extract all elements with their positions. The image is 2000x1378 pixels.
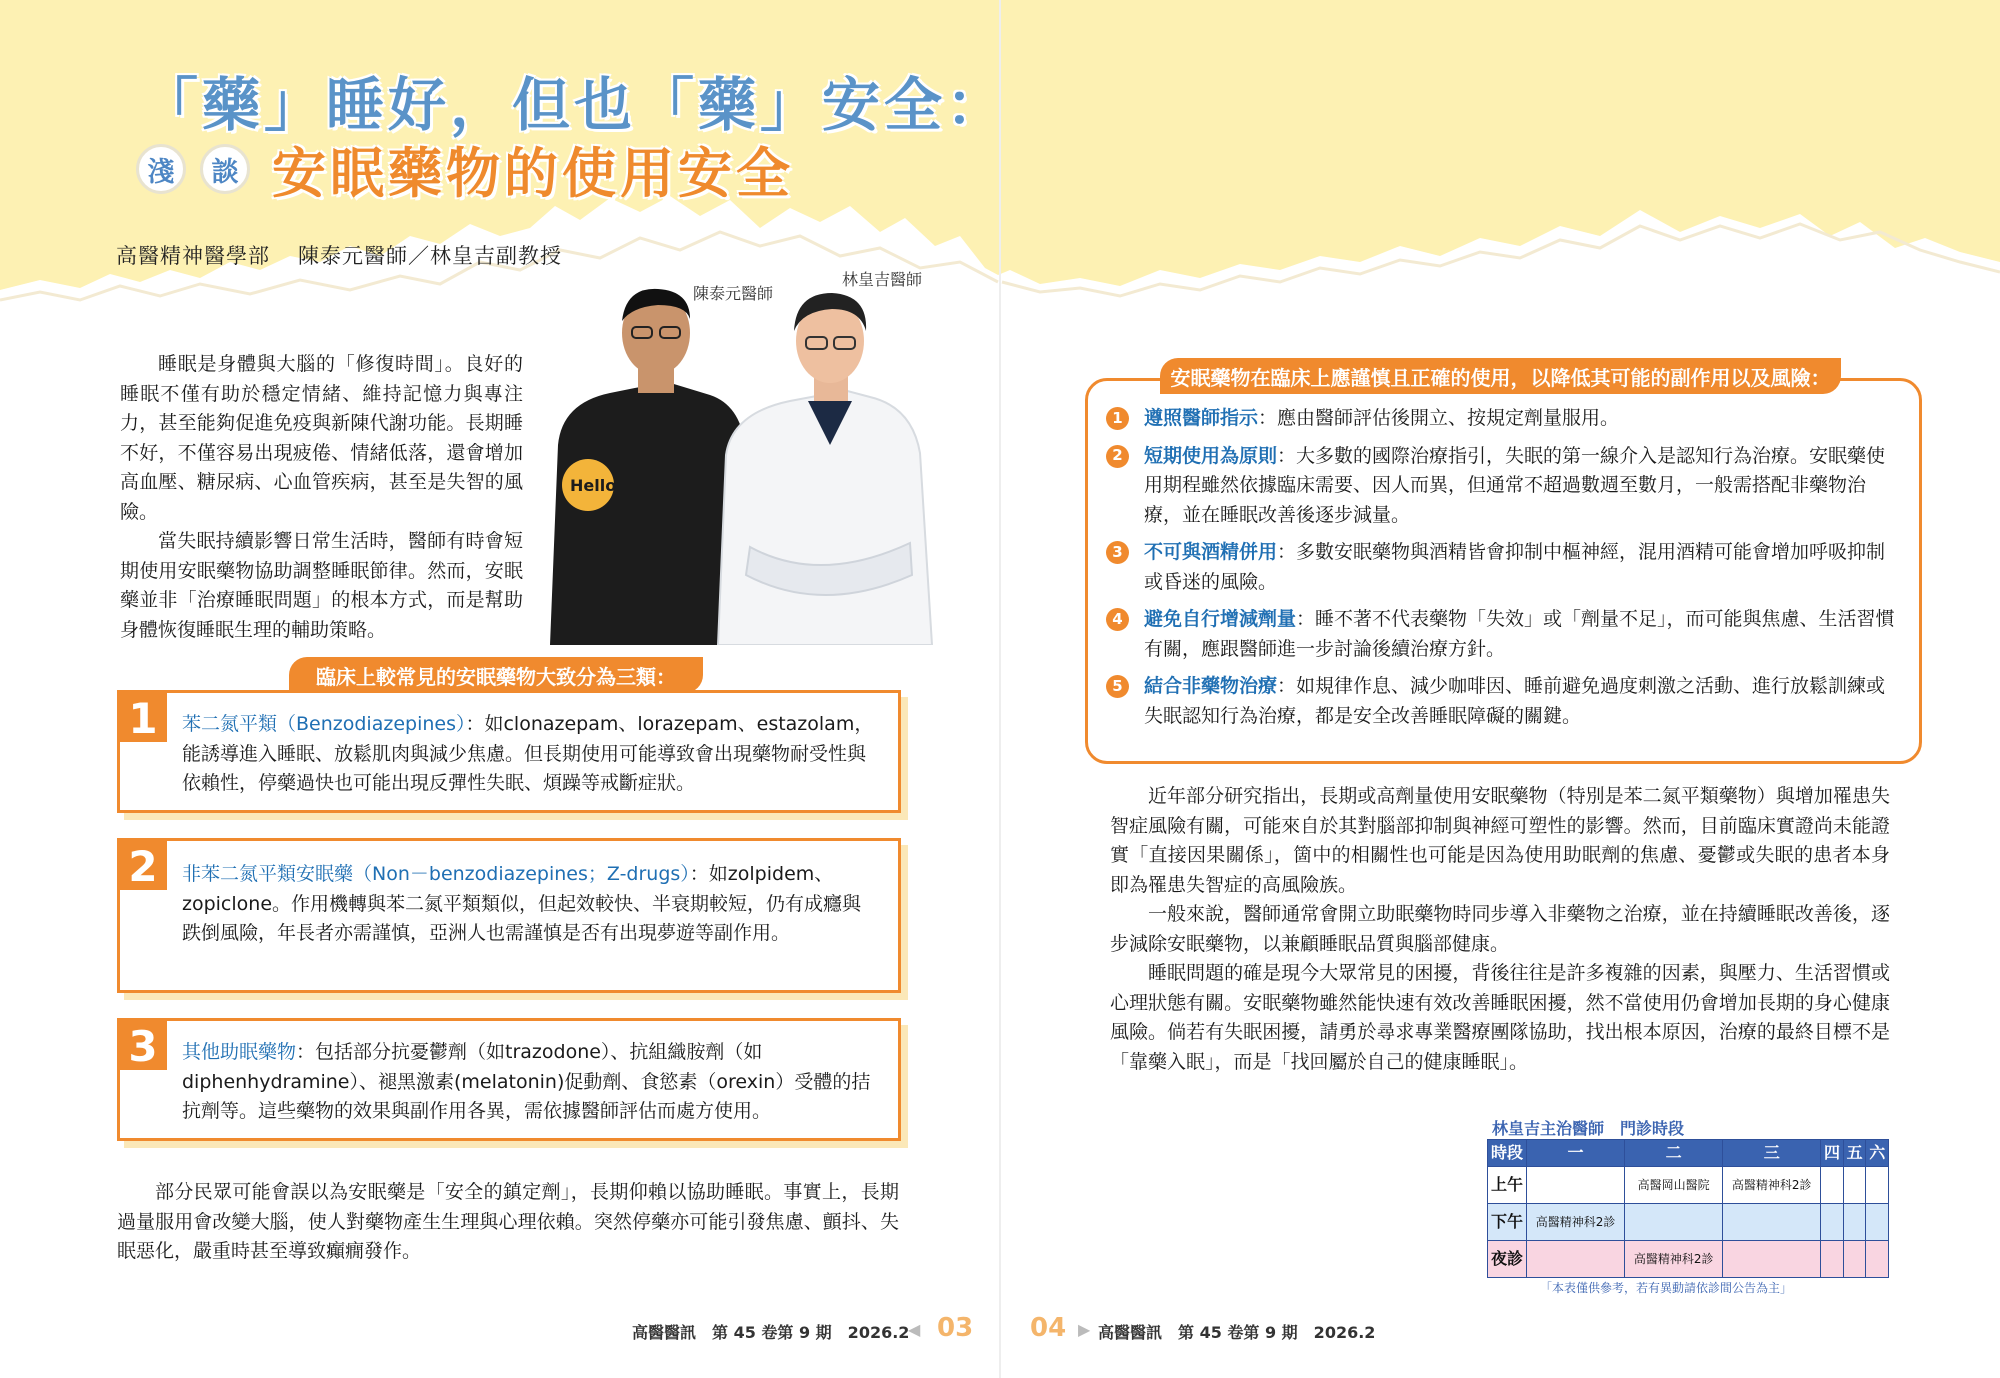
schedule-cell: 高醫精神科2診 <box>1625 1241 1723 1278</box>
schedule-cell <box>1723 1241 1821 1278</box>
photo-caption-left: 陳泰元醫師 <box>693 284 774 303</box>
doctors-photo <box>540 285 940 645</box>
byline <box>116 240 562 270</box>
safety-item-5 <box>1100 672 1900 731</box>
right-paragraph-1: 近年部分研究指出，長期或高劑量使用安眠藥物（特別是苯二氮平類藥物）與增加罹患失智症風險有關，可能來自於其對腦部抑制與神經可塑性的影響。然而，目前臨床實證尚未能證實「直接因果關係」，箇中的相關性也可能是因為使用助眠劑的焦慮、憂鬱或失眠的患者本身即為罹患失智症的高風險族。 <box>1110 785 1890 896</box>
schedule-cell: 高醫精神科2診 <box>1723 1167 1821 1204</box>
schedule-row-night <box>1488 1241 1889 1278</box>
category-keyword-2: 非苯二氮平類安眠藥（Non－benzodiazepines；Z-drugs） <box>182 863 690 885</box>
schedule-cell <box>1866 1241 1889 1278</box>
schedule-cell: 高醫精神科2診 <box>1527 1204 1625 1241</box>
safety-item-4 <box>1100 605 1900 664</box>
schedule-cell <box>1527 1167 1625 1204</box>
category-desc-1: ：如clonazepam、lorazepam、estazolam，能誘導進入睡眠、放鬆肌肉與減少焦慮。但長期使用可能導致會出現藥物耐受性與依賴性，停藥過快也可能出現反彈性失眠、煩躁等戒斷症狀。 <box>182 713 874 794</box>
safety-keyword-4: 避免自行增減劑量 <box>1144 608 1297 630</box>
safety-desc-1: ：應由醫師評估後開立、按規定劑量服用。 <box>1258 407 1620 429</box>
safety-number-1: 1 <box>1106 407 1129 430</box>
safety-desc-2: ：大多數的國際治療指引，失眠的第一線介入是認知行為治療。安眠藥使用期程雖然依據臨床需要、因人而異，但通常不超過數週至數月，一般需搭配非藥物治療，並在睡眠改善後逐步減量。 <box>1144 444 1886 526</box>
category-keyword-3: 其他助眠藥物 <box>182 1041 297 1063</box>
right-paragraph-2: 一般來說，醫師通常會開立助眠藥物時同步導入非藥物之治療，並在持續睡眠改善後，逐步減除安眠藥物，以兼顧睡眠品質與腦部健康。 <box>1110 903 1890 955</box>
schedule-cell <box>1866 1167 1889 1204</box>
safety-list <box>1100 404 1900 731</box>
title-circle-char-1: 淺 <box>136 144 186 194</box>
schedule-header-row <box>1488 1140 1889 1167</box>
category-number-1: 1 <box>119 692 167 742</box>
safety-item-1 <box>1100 404 1900 434</box>
schedule-title: 林皇吉主治醫師 門診時段 <box>1492 1119 1685 1138</box>
schedule-header-cell: 時段 <box>1488 1140 1527 1167</box>
schedule-header-cell: 一 <box>1527 1140 1625 1167</box>
safety-item-3 <box>1100 538 1900 597</box>
footer-left-info: 高醫醫訊 第 45 卷第 9 期 2026.2 <box>632 1323 910 1342</box>
schedule-cell <box>1625 1204 1723 1241</box>
safety-desc-5: ：如規律作息、減少咖啡因、睡前避免過度刺激之活動、進行放鬆訓練或失眠認知行為治療，都是安全改善睡眠障礙的關鍵。 <box>1144 675 1886 727</box>
category-text-3 <box>182 1038 880 1127</box>
schedule-header-cell: 六 <box>1866 1140 1889 1167</box>
category-desc-3: ：包括部分抗憂鬱劑（如trazodone）、抗組織胺劑（如diphenhydramine）、褪黑激素(melatonin)促動劑、食慾素（orexin）受體的拮抗劑等。這些藥物的效果與副作用各異，需依據醫師評估而處方使用。 <box>182 1041 871 1122</box>
schedule-cell <box>1866 1204 1889 1241</box>
footer-right-info: 高醫醫訊 第 45 卷第 9 期 2026.2 <box>1098 1323 1376 1342</box>
safety-item-2 <box>1100 442 1900 531</box>
right-paragraph-3: 睡眠問題的確是現今大眾常見的困擾，背後往往是許多複雜的因素，與壓力、生活習慣或心理狀態有關。安眠藥物雖然能快速有效改善睡眠困擾，然不當使用仍會增加長期的身心健康風險。倘若有失眠困擾，請勇於尋求專業醫療團隊協助，找出根本原因，治療的最終目標不是「靠藥入眠」，而是「找回屬於自己的健康睡眠」。 <box>1110 962 1890 1073</box>
article-title-line1: 「藥」睡好，但也「藥」安全： <box>140 71 1009 139</box>
safety-number-3: 3 <box>1106 541 1129 564</box>
footer-left-arrow-icon: ◀ <box>908 1320 921 1339</box>
schedule-cell <box>1821 1167 1844 1204</box>
schedule-cell <box>1843 1204 1866 1241</box>
schedule-header-cell: 三 <box>1723 1140 1821 1167</box>
safety-header: 安眠藥物在臨床上應謹慎且正確的使用，以降低其可能的副作用以及風險： <box>1160 358 1841 394</box>
category-text-1 <box>182 710 880 799</box>
safety-keyword-2: 短期使用為原則 <box>1144 444 1278 467</box>
clinic-schedule-table <box>1487 1139 1889 1278</box>
intro-paragraph-1: 睡眠是身體與大腦的「修復時間」。良好的睡眠不僅有助於穩定情緒、維持記憶力與專注力，甚至能夠促進免疫與新陳代謝功能。長期睡不好，不僅容易出現疲倦、情緒低落，還會增加高血壓、糖尿病、心血管疾病，甚至是失智的風險。 <box>120 353 523 523</box>
article-title-line2-row <box>136 134 794 204</box>
schedule-cell <box>1821 1241 1844 1278</box>
safety-desc-3: ：多數安眠藥物與酒精皆會抑制中樞神經，混用酒精可能會增加呼吸抑制或昏迷的風險。 <box>1144 541 1886 593</box>
schedule-header-cell: 二 <box>1625 1140 1723 1167</box>
safety-keyword-5: 結合非藥物治療 <box>1144 675 1278 697</box>
schedule-note: 「本表僅供參考，若有異動請依診間公告為主」 <box>1540 1281 1793 1295</box>
categories-header: 臨床上較常見的安眠藥物大致分為三類： <box>289 657 703 693</box>
footer-right-arrow-icon: ▶ <box>1078 1320 1091 1339</box>
schedule-row-label: 下午 <box>1488 1204 1527 1241</box>
doctor-right-figure <box>718 293 932 645</box>
schedule-cell <box>1527 1241 1625 1278</box>
schedule-row-label: 夜診 <box>1488 1241 1527 1278</box>
category-text-2 <box>182 860 880 949</box>
article-title-line2: 安眠藥物的使用安全 <box>272 141 794 205</box>
safety-keyword-3: 不可與酒精併用 <box>1144 541 1278 563</box>
safety-number-2: 2 <box>1106 445 1129 468</box>
shirt-text: Hello <box>570 476 617 495</box>
schedule-row-label: 上午 <box>1488 1167 1527 1204</box>
schedule-cell: 高醫岡山醫院 <box>1625 1167 1723 1204</box>
safety-number-5: 5 <box>1106 675 1129 698</box>
schedule-header-cell: 五 <box>1843 1140 1866 1167</box>
safety-keyword-1: 遵照醫師指示 <box>1144 407 1259 429</box>
schedule-cell <box>1723 1204 1821 1241</box>
safety-number-4: 4 <box>1106 608 1129 631</box>
right-body-text <box>1110 782 1890 1077</box>
category-desc-2: ：如zolpidem、zopiclone。作用機轉與苯二氮平類類似，但起效較快、半衰期較短，仍有成癮與跌倒風險，年長者亦需謹慎，亞洲人也需謹慎是否有出現夢遊等副作用。 <box>182 863 862 944</box>
safety-desc-4: ：睡不著不代表藥物「失效」或「劑量不足」，而可能與焦慮、生活習慣有關，應跟醫師進一步討論後續治療方針。 <box>1144 608 1895 660</box>
byline-authors: 陳泰元醫師／林皇吉副教授 <box>298 244 562 268</box>
category-keyword-1: 苯二氮平類（Benzodiazepines） <box>182 713 466 735</box>
schedule-cell <box>1843 1167 1866 1204</box>
category-number-2: 2 <box>119 840 167 890</box>
left-conclusion-paragraph: 部分民眾可能會誤以為安眠藥是「安全的鎮定劑」，長期仰賴以協助睡眠。事實上，長期過量服用會改變大腦，使人對藥物產生生理與心理依賴。突然停藥亦可能引發焦慮、顫抖、失眠惡化，嚴重時甚至導致癲癇發作。 <box>117 1181 899 1262</box>
schedule-cell <box>1821 1204 1844 1241</box>
schedule-row-morning <box>1488 1167 1889 1204</box>
photo-caption-right: 林皇吉醫師 <box>842 270 923 289</box>
title-circle-char-2: 談 <box>200 144 250 194</box>
footer-left-page-number: 03 <box>937 1313 974 1343</box>
schedule-header-cell: 四 <box>1821 1140 1844 1167</box>
schedule-cell <box>1843 1241 1866 1278</box>
left-conclusion <box>117 1178 899 1267</box>
category-number-3: 3 <box>119 1020 167 1070</box>
byline-department: 高醫精神醫學部 <box>116 244 270 268</box>
intro-paragraph-2: 當失眠持續影響日常生活時，醫師有時會短期使用安眠藥物協助調整睡眠節律。然而，安眠藥並非「治療睡眠問題」的根本方式，而是幫助身體恢復睡眠生理的輔助策略。 <box>120 530 523 641</box>
schedule-row-afternoon <box>1488 1204 1889 1241</box>
footer-right-page-number: 04 <box>1030 1313 1067 1343</box>
intro-text <box>120 350 523 645</box>
